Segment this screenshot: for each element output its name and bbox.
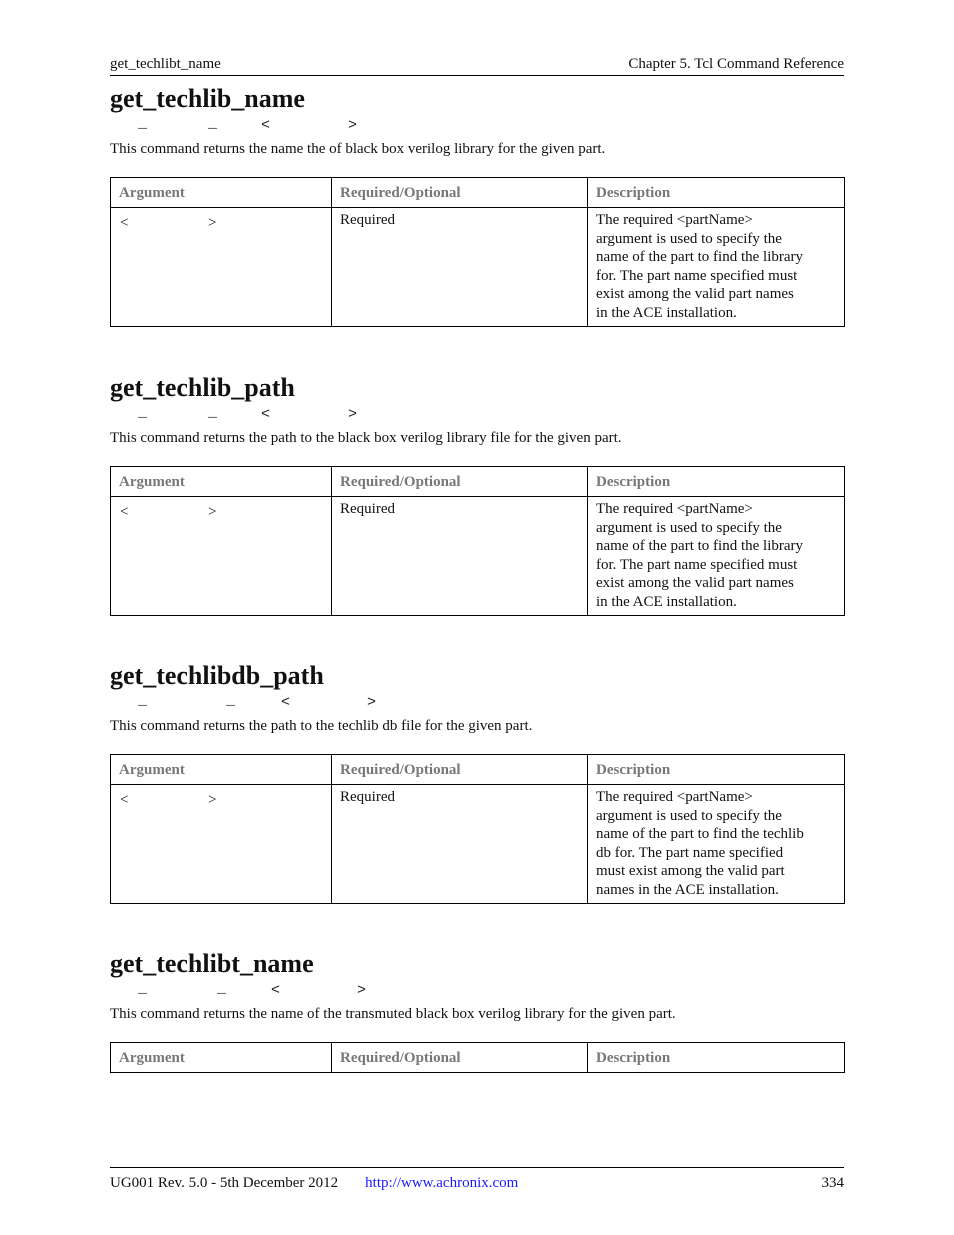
header-argument: Argument <box>111 467 332 497</box>
desc-line: for. The part name specified must <box>596 556 798 573</box>
arg-lt: < <box>120 215 129 231</box>
table-row <box>111 208 845 327</box>
description-cell <box>588 208 845 327</box>
arg-lt: < <box>120 504 129 520</box>
usage-lt: < <box>261 117 271 134</box>
page-footer <box>110 1167 844 1193</box>
arg-lt: < <box>120 792 129 808</box>
section-title: get_techlib_path <box>110 373 295 402</box>
header-required-optional: Required/Optional <box>332 1043 588 1073</box>
desc-line: The required <partName> <box>596 212 753 228</box>
table-header-row <box>111 178 845 208</box>
page-number: 334 <box>821 1175 844 1191</box>
desc-line: db for. The part name specified <box>596 844 784 861</box>
usage-underscore: _ <box>217 980 227 997</box>
footer-revision: UG001 Rev. 5.0 - 5th December 2012 <box>110 1175 339 1191</box>
section-description: This command returns the name of the transmuted black box verilog library for the given part. <box>110 1006 676 1022</box>
usage-lt: < <box>281 694 291 711</box>
usage-underscore: _ <box>208 115 218 132</box>
table-header-row <box>111 467 845 497</box>
usage-line <box>110 404 844 428</box>
header-argument: Argument <box>111 1043 332 1073</box>
argument-cell <box>111 497 332 616</box>
header-right: Chapter 5. Tcl Command Reference <box>628 56 844 72</box>
arg-gt: > <box>208 504 217 520</box>
header-argument: Argument <box>111 755 332 785</box>
desc-line: for. The part name specified must <box>596 267 798 284</box>
section-get-techlibt-name <box>110 948 844 1073</box>
usage-lt: < <box>261 406 271 423</box>
usage-gt: > <box>348 117 358 134</box>
section-title: get_techlib_name <box>110 84 305 113</box>
arg-gt: > <box>208 215 217 231</box>
description-cell <box>588 497 845 616</box>
desc-line: The required <partName> <box>596 789 753 805</box>
usage-gt: > <box>357 982 367 999</box>
desc-line: argument is used to specify the <box>596 519 782 536</box>
usage-underscore: _ <box>138 980 148 997</box>
header-required-optional: Required/Optional <box>332 178 588 208</box>
usage-gt: > <box>348 406 358 423</box>
footer-link[interactable]: http://www.achronix.com <box>365 1175 519 1191</box>
usage-lt: < <box>271 982 281 999</box>
desc-line: name of the part to find the library <box>596 249 804 266</box>
header-description: Description <box>588 467 845 497</box>
argument-table <box>110 754 845 904</box>
section-title: get_techlibdb_path <box>110 661 324 690</box>
table-header-row <box>111 1043 845 1073</box>
table-row <box>111 785 845 904</box>
usage-underscore: _ <box>138 115 148 132</box>
section-description: This command returns the name the of black box verilog library for the given part. <box>110 141 606 157</box>
table-header-row <box>111 755 845 785</box>
section-get-techlibdb-path <box>110 660 844 904</box>
argument-table <box>110 177 845 327</box>
usage-line <box>110 692 844 716</box>
header-description: Description <box>588 1043 845 1073</box>
header-required-optional: Required/Optional <box>332 467 588 497</box>
usage-line <box>110 980 844 1004</box>
desc-line: exist among the valid part names <box>596 286 794 303</box>
table-row <box>111 497 845 616</box>
header-argument: Argument <box>111 178 332 208</box>
header-left: get_techlibt_name <box>110 56 221 72</box>
page-header <box>110 54 844 76</box>
header-description: Description <box>588 755 845 785</box>
desc-line: in the ACE installation. <box>596 304 737 321</box>
argument-table <box>110 466 845 616</box>
usage-underscore: _ <box>138 404 148 421</box>
desc-line: The required <partName> <box>596 501 753 517</box>
section-get-techlib-path <box>110 372 844 616</box>
argument-cell <box>111 785 332 904</box>
required-cell: Required <box>332 497 588 616</box>
desc-line: argument is used to specify the <box>596 807 782 824</box>
argument-cell <box>111 208 332 327</box>
desc-line: must exist among the valid part <box>596 863 785 880</box>
usage-underscore: _ <box>226 692 236 709</box>
arg-gt: > <box>208 792 217 808</box>
desc-line: exist among the valid part names <box>596 575 794 592</box>
description-cell <box>588 785 845 904</box>
section-get-techlib-name <box>110 83 844 327</box>
desc-line: name of the part to find the library <box>596 538 804 555</box>
section-description: This command returns the path to the techlib db file for the given part. <box>110 718 533 734</box>
required-cell: Required <box>332 785 588 904</box>
usage-line <box>110 115 844 139</box>
usage-gt: > <box>367 694 377 711</box>
usage-underscore: _ <box>208 404 218 421</box>
usage-underscore: _ <box>138 692 148 709</box>
argument-table <box>110 1042 845 1073</box>
desc-line: names in the ACE installation. <box>596 881 779 898</box>
header-description: Description <box>588 178 845 208</box>
desc-line: name of the part to find the techlib <box>596 826 804 843</box>
desc-line: argument is used to specify the <box>596 230 782 247</box>
desc-line: in the ACE installation. <box>596 593 737 610</box>
section-title: get_techlibt_name <box>110 949 314 978</box>
header-required-optional: Required/Optional <box>332 755 588 785</box>
required-cell: Required <box>332 208 588 327</box>
section-description: This command returns the path to the black box verilog library file for the given part. <box>110 430 622 446</box>
